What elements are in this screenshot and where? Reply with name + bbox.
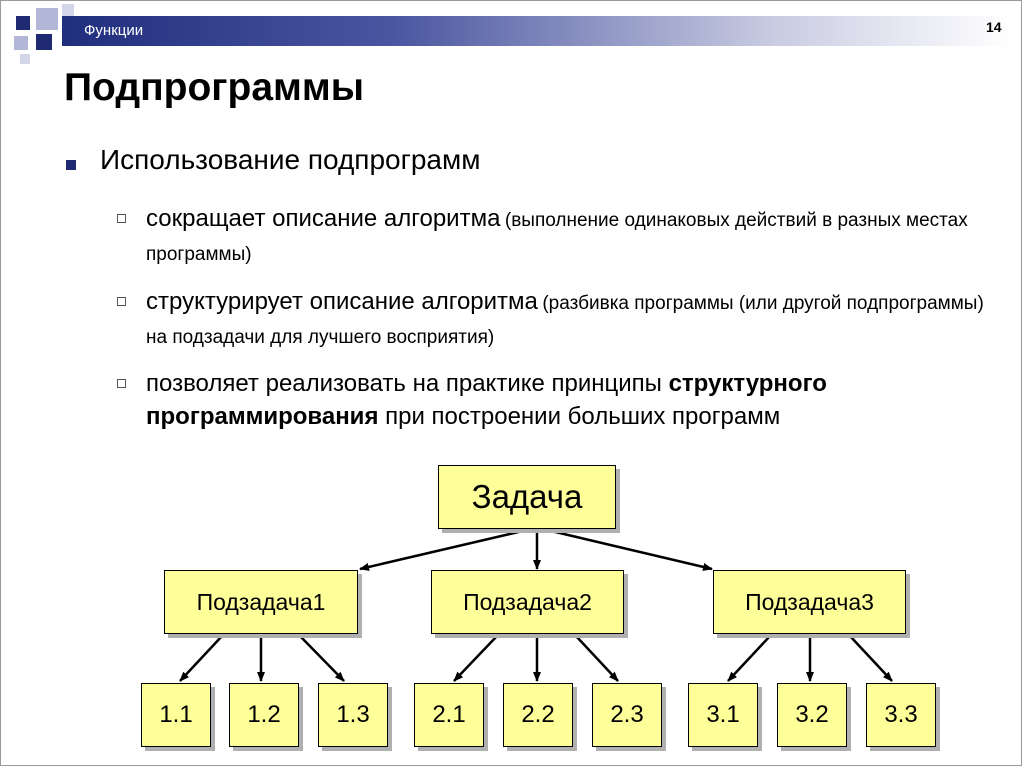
tree-subtask-node: Подзадача2 [431, 570, 624, 634]
tree-leaf-node: 2.1 [414, 683, 484, 747]
arrow-root-to-sub3 [547, 530, 712, 569]
tree-root-node: Задача [438, 465, 616, 529]
arrow-sub2-to-leaf [576, 636, 618, 681]
tree-leaf-node: 1.1 [141, 683, 211, 747]
section-label: Функции [84, 22, 144, 39]
tree-leaf-node: 1.3 [318, 683, 388, 747]
sub-item-3-post: при построении больших программ [385, 403, 781, 430]
page-number: 14 [986, 19, 1002, 35]
sub-item-3-pre: позволяет реализовать на практике принципы [146, 370, 662, 397]
tree-leaf-node: 1.2 [229, 683, 299, 747]
sub-item-1-main: сокращает описание алгоритма [146, 205, 501, 232]
sub-item-2-detail: (разбивка программы (или другой подпрограммы) на подзадачи для лучшего восприятия) [146, 293, 984, 348]
tree-leaf-node: 3.1 [688, 683, 758, 747]
arrow-sub3-to-leaf [728, 636, 770, 681]
sub-item-1-detail: (выполнение одинаковых действий в разных местах программы) [146, 210, 968, 265]
tree-leaf-node: 2.3 [592, 683, 662, 747]
sub-item-3-bold: структурного программирования [146, 370, 827, 430]
tree-leaf-node: 3.2 [777, 683, 847, 747]
arrow-root-to-sub1 [360, 530, 527, 569]
tree-subtask-node: Подзадача1 [164, 570, 358, 634]
tree-subtask-node: Подзадача3 [713, 570, 906, 634]
arrow-sub1-to-leaf [300, 636, 344, 681]
tree-leaf-node: 3.3 [866, 683, 936, 747]
sub-item-2-main: структурирует описание алгоритма [146, 288, 538, 315]
main-bullet-text: Использование подпрограмм [100, 144, 481, 175]
arrow-sub3-to-leaf [850, 636, 892, 681]
slide-title: Подпрограммы [64, 66, 365, 109]
tree-leaf-node: 2.2 [503, 683, 573, 747]
arrow-sub1-to-leaf [180, 636, 222, 681]
arrow-sub2-to-leaf [454, 636, 497, 681]
